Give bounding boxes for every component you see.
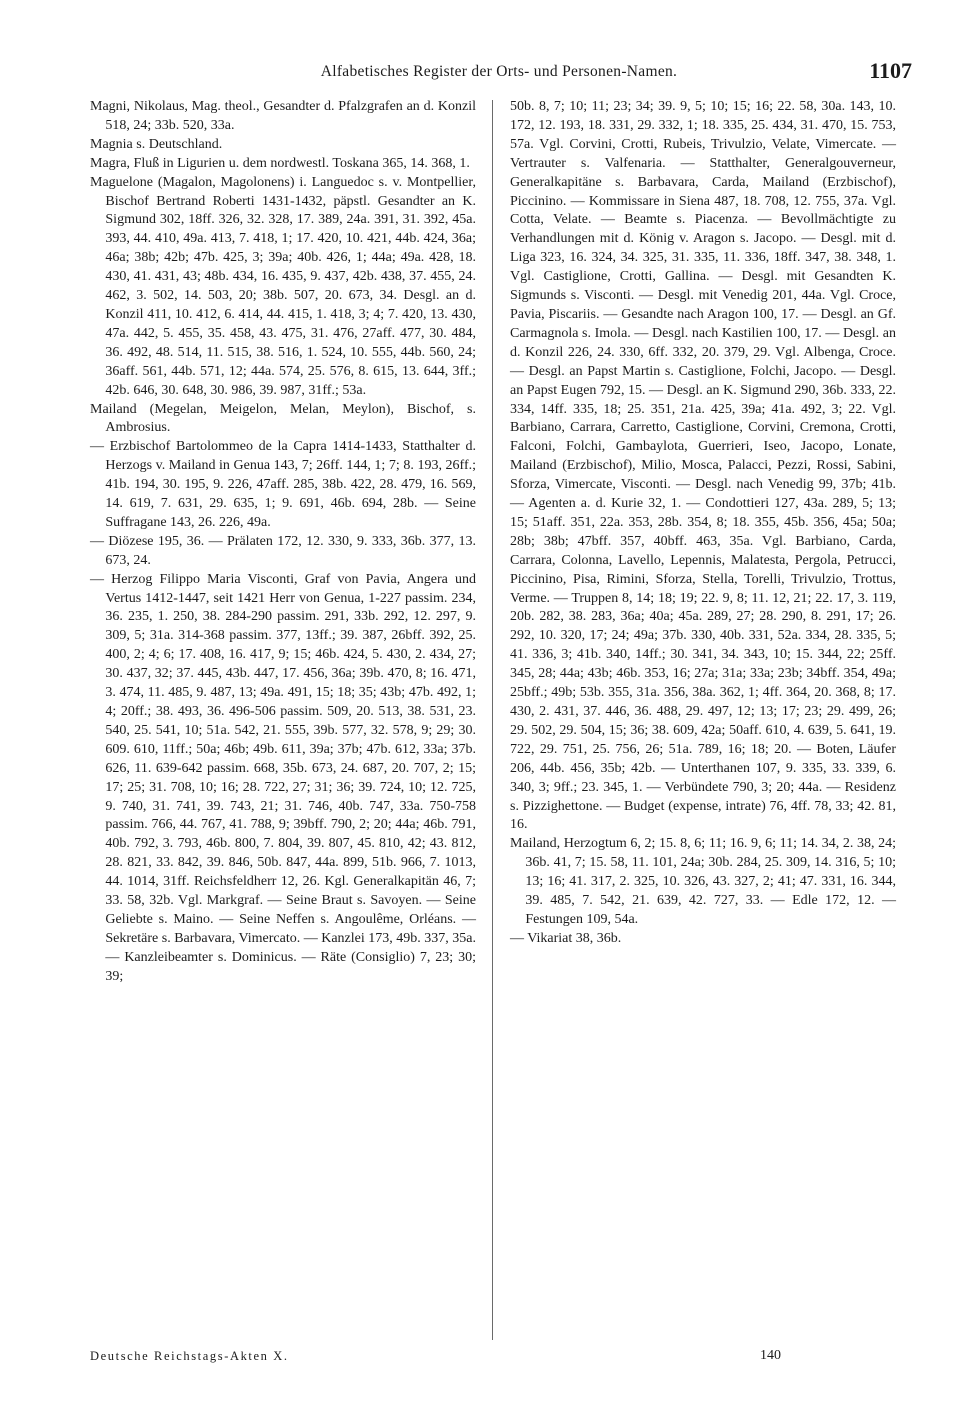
- index-entry-continued: 50b. 8, 7; 10; 11; 23; 34; 39. 9, 5; 10; 15; 16; 22. 58, 30a. 143, 10. 172, 12. 193, 18. 331, 29. 332, 1; 18. 335, 25. 434, 31. 470, 15. 753, 57a. Vgl. Corvini, Crotti, Rubeis, Trivulzio, Velate, Vimercate. — Vertrauter s. Valfenaria. — Statthalter, Generalgouverneur, Generalkapitäne s. Barbavara, Carda, Mailand (Erzbischof), Piccinino. — Kommissare in Siena 487, 18. 708, 12. 755, 37a. Vgl. Cotta, Velate. — Beamte s. Piacenza. — Bevollmächtigte zu Verhandlungen mit d. König v. Aragon s. Jacopo. — Desgl. mit d. Liga 323, 16. 324, 34. 325, 31. 335, 11. 336, 18ff. 347, 38. 348, 1. Vgl. Castiglione, Crotti, Gallina. — Desgl. mit Gesandten K. Sigmunds s. Visconti. — Desgl. mit Venedig 201, 44a. Vgl. Croce, Pavia, Piscariis. — Gesandte nach Aragon 100, 17. — Desgl. an Gf. Carmagnola s. Imola. — Desgl. nach Kastilien 100, 17. — Desgl. an d. Konzil 226, 24. 330, 6ff. 332, 20. 379, 29. Vgl. Albenga, Croce. — Desgl. an Papst Martin s. Castiglione, Folchi, Jacopo. — Desgl. an Papst Eugen 792, 15. — Desgl. an K. Sigmund 290, 36b. 333, 22. 334, 14ff. 335, 18; 25. 351, 21a. 425, 39a; 41a. 492, 3; 22. Vgl. Barbiano, Carrara, Carretto, Castiglione, Corvini, Cremona, Crotti, Falconi, Folchi, Gambaylota, Guerrieri, Iseo, Jacopo, Lonate, Mailand (Erzbischof), Milio, Mosca, Palacci, Pezzi, Rossi, Sabini, Sforza, Vimercate, Visconti. — Desgl. nach Venedig 99, 37b; 41b. — Agenten a. d. Kurie 32, 1. — Condottieri 127, 43a. 289, 5; 13; 15; 51aff. 351, 22a. 353, 28b. 354, 8; 18. 355, 45b. 356, 45a; 50a; 28b; 38b; 47bff. 357, 40bff. 463, 35a. Vgl. Barbiano, Carda, Carrara, Colonna, Lavello, Lepennis, Malatesta, Pergola, Petrucci, Piccinino, Pisa, Rimini, Sforza, Stella, Torelli, Trivulzio, Trottus, Verme. — Truppen 8, 14; 18; 19; 22. 9, 8; 11. 12, 21; 22. 17, 3. 119, 20b. 282, 38. 283, 36a; 40a; 45a. 289, 27; 28. 290, 8. 291, 17; 26. 292, 10. 320, 17; 24; 49a; 37b. 330, 40b. 331, 52a. 334, 28. 335, 5; 41. 336, 3; 41b. 340, 14ff.; 30. 341, 34. 343, 10; 15. 344, 22; 25ff. 345, 28; 44a; 43b; 46b. 353, 16; 27a; 31a; 33a; 23b; 34bff. 354, 49a; 25bff.; 49b; 53b. 355, 31a. 356, 38a. 362, 1; 4ff. 364, 20. 368, 8; 17. 430, 2. 431, 37. 446, 36. 488, 29. 497, 12; 13; 17; 23; 29. 499, 26; 29. 502, 29. 504, 15; 36; 38. 609, 42a; 50aff. 610, 4. 639, 5. 641, 19. 722, 29. 751, 25. 756, 26; 51a. 789, 16; 18; 20. — Boten, Läufer 206, 44b. 456, 35b; 42b. — Unterthanen 107, 9. 335, 33. 339, 6. 340, 3; 9ff.; 23. 345, 1. — Verbündete 790, 3; 20; 44a. — Residenz s. Pizzighettone. — Budget (expense, intrate) 76, 4ff. 78, 33; 42. 81, 16.: [510, 99, 896, 833]
- index-entry: Mailand, Herzogtum 6, 2; 15. 8, 6; 11; 16. 9, 6; 11; 14. 34, 2. 38, 24; 36b. 41, 7; 15. 58, 11. 101, 24a; 30b. 284, 25. 309, 14. 316, 5; 10; 13; 16; 41. 317, 2. 325, 10. 326, 43. 327, 2; 41; 47. 331, 16. 344, 39. 485, 7. 542, 21. 639, 42. 727, 33. — Edle 172, 12. — Festungen 109, 54a.: [510, 836, 896, 927]
- index-entry: Mailand (Megelan, Meigelon, Melan, Meylon), Bischof, s. Ambrosius.: [90, 401, 476, 436]
- index-entry: — Erzbischof Bartolommeo de la Capra 1414-1433, Statthalter d. Herzogs v. Mailand in Genua 143, 7; 26ff. 144, 1; 7; 8. 193, 26ff.; 41b. 194, 30. 195, 9. 226, 47aff. 285, 38b. 422, 28. 479, 16. 569, 14. 619, 7. 631, 29. 635, 1; 9. 691, 46b. 694, 28b. — Seine Suffragane 143, 26. 226, 49a.: [90, 439, 476, 530]
- running-head: [86, 60, 912, 86]
- right-column: [510, 98, 896, 949]
- index-entry: — Vikariat 38, 36b.: [510, 930, 622, 946]
- index-entry: — Herzog Filippo Maria Visconti, Graf von Pavia, Angera und Vertus 1412-1447, seit 1421 Herr von Genua, 1-227 passim. 234, 36. 235, 1. 250, 38. 284-290 passim. 291, 33b. 292, 12. 297, 9. 309, 5; 31a. 314-368 passim. 377, 13ff.; 39. 387, 26bff. 392, 25. 400, 2; 4; 6; 17. 408, 16. 417, 9; 15; 46b. 424, 5. 430, 2. 434, 27; 30. 437, 32; 37. 445, 43b. 447, 17. 456, 36a; 39b. 470, 8; 16. 471, 3. 474, 11. 485, 9. 487, 13; 49a. 491, 15; 18; 35; 43b; 47b. 492, 1; 4; 20ff.; 38. 493, 36. 496-506 passim. 509, 20. 513, 38. 531, 23. 540, 25. 541, 10; 51a. 542, 21. 555, 39b. 577, 32. 578, 9; 29; 30. 609. 610, 11ff.; 50a; 46b; 49b. 611, 39a; 37b; 47b. 612, 33a; 37b. 626, 11. 639-642 passim. 668, 35b. 673, 24. 687, 20. 707, 2; 15; 17; 25; 31. 708, 10; 16; 28. 722, 27; 31; 36; 39. 724, 10; 12. 725, 9. 740, 31. 741, 39. 743, 21; 31. 746, 40b. 747, 33a. 750-758 passim. 766, 44. 767, 41. 788, 9; 39bff. 790, 2; 20; 44a; 46b. 791, 40b. 792, 3. 793, 46b. 800, 7. 804, 39. 807, 45. 810, 42; 43. 812, 28. 821, 33. 842, 39. 846, 50b. 847, 44a. 899, 51b. 966, 7. 1013, 44. 1014, 31ff. Reichsfeldherr 12, 26. Kgl. Generalkapitän 46, 7; 33. 58, 32b. Vgl. Markgraf. — Seine Braut s. Savoyen. — Seine Geliebte s. Maino. — Seine Neffen s. Angoulême, Orléans. — Sekretäre s. Barbavara, Vimercato. — Kanzlei 173, 49b. 337, 35a. — Kanzleibeamter s. Dominicus. — Räte (Consiglio) 7, 23; 30; 39;: [90, 571, 476, 984]
- index-entry: Magnia s. Deutschland.: [90, 136, 223, 152]
- page-number: 1107: [869, 58, 912, 83]
- footer-signature: 140: [760, 1348, 781, 1363]
- left-column: [90, 98, 476, 987]
- running-title: Alfabetisches Register der Orts- und Personen-Namen.: [320, 63, 678, 80]
- index-entry: — Diözese 195, 36. — Prälaten 172, 12. 330, 9. 333, 36b. 377, 13. 673, 24.: [90, 533, 476, 568]
- index-entry: Maguelone (Magalon, Magolonens) i. Languedoc s. v. Montpellier, Bischof Bertrand Roberti 1431-1432, päpstl. Gesandter an K. Sigmund 302, 18ff. 326, 32. 328, 17. 389, 24a. 391, 31. 392, 45a. 393, 44. 410, 49a. 413, 7. 418, 1; 17. 420, 10. 421, 44b. 424, 36a; 46a; 38b; 42b; 47b. 425, 3; 39a; 40b. 426, 1; 44a; 49a. 428, 18. 430, 41. 431, 43; 48b. 434, 16. 435, 9. 437, 42b. 438, 37. 455, 24. 462, 3. 502, 14. 503, 20; 38b. 507, 20. 673, 34. Desgl. an d. Konzil 411, 10. 412, 6. 414, 44. 415, 1. 418, 3; 4; 7. 420, 13. 430, 47a. 442, 5. 455, 35. 458, 43. 475, 31. 476, 27aff. 477, 30. 484, 36. 492, 48. 514, 11. 515, 38. 516, 1. 524, 10. 555, 44b. 560, 24; 36aff. 561, 44b. 571, 12; 44a. 574, 25. 576, 8. 615, 13. 644, 3ff.; 42b. 646, 30. 648, 30. 986, 39. 987, 31ff.; 53a.: [90, 174, 476, 398]
- index-entry: Magni, Nikolaus, Mag. theol., Gesandter d. Pfalzgrafen an d. Konzil 518, 24; 33b. 520, 33a.: [90, 99, 476, 133]
- column-divider: [492, 100, 493, 1340]
- index-entry: Magra, Fluß in Ligurien u. dem nordwestl. Toskana 365, 14. 368, 1.: [90, 155, 470, 171]
- footer-series-title: Deutsche Reichstags-Akten X.: [90, 1349, 289, 1363]
